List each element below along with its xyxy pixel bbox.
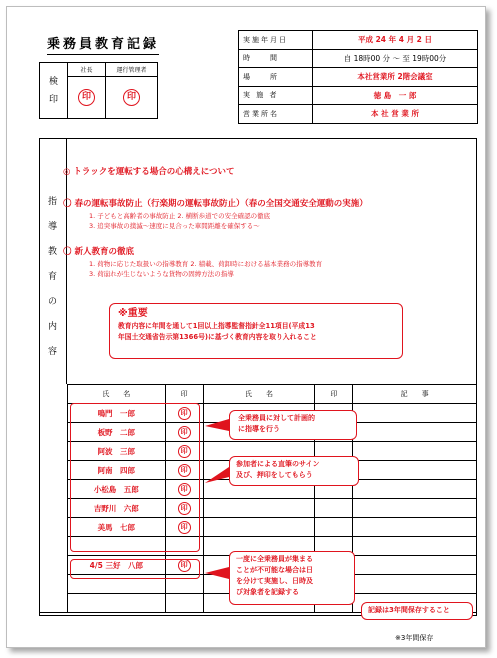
- time-label: 時 間: [239, 49, 313, 68]
- info-table: [238, 30, 478, 124]
- attendee-name: 板野 二郎: [67, 423, 165, 442]
- attendee-name: 吉野川 六郎: [67, 499, 165, 518]
- place-label: 場 所: [239, 68, 313, 87]
- office-value: 本 社 営 業 所: [313, 105, 478, 124]
- header-stamp-2: 印: [315, 385, 353, 404]
- attendee-name: 鳴門 一郎: [67, 404, 165, 423]
- callout-split-session: 一度に全乗務員が集まる ことが不可能な場合は日 を分けて実施し、日時及 び対象者を記録する: [229, 551, 355, 605]
- president-stamp-icon: 印: [78, 89, 95, 106]
- topic-3: 〇 新人教育の徹底: [63, 247, 134, 257]
- attendee-stamp-icon: 印: [178, 426, 191, 439]
- callout-retention: 記録は3年間保存すること: [361, 602, 473, 620]
- approval-col-president: 社長: [68, 63, 106, 77]
- attendee-stamp-icon: 印: [178, 483, 191, 496]
- important-title: ※重要: [118, 308, 148, 319]
- attendee-name: 阿波 三郎: [67, 442, 165, 461]
- topic-2-items: 1. 子どもと高齢者の事故防止 2. 横断歩道での安全確認の徹底 3. 追突事故の撲滅～速度に見合った車間距離を確保する～: [89, 212, 271, 230]
- attendee-stamp-icon: 印: [178, 407, 191, 420]
- instructor-value: 徳 島 一 郎: [313, 86, 478, 105]
- callout-plan: 全乗務員に対して計画的 に指導を行う: [229, 410, 357, 440]
- header-stamp-1: 印: [165, 385, 203, 404]
- important-note-box: [109, 303, 403, 359]
- attendee-stamp-icon: 印: [178, 464, 191, 477]
- approval-box: [39, 62, 158, 119]
- approval-col-manager: 運行管理者: [106, 63, 158, 77]
- topic-3-items: 1. 荷物に応じた取扱いの指導教育 2. 積載、荷卸時における基本業務の指導教育 3. 荷崩れが生じないような貨物の固縛方法の指導: [89, 260, 323, 278]
- header-name-2: 氏 名: [203, 385, 315, 404]
- manager-stamp-icon: 印: [123, 89, 140, 106]
- attendee-name: [67, 594, 165, 613]
- attendee-stamp-icon: 印: [178, 521, 191, 534]
- important-text: 教育内容に年間を通して1回以上指導監督指針全11項目(平成13 年国土交通省告示第1366号)に基づく教育内容を取り入れること: [118, 322, 317, 341]
- attendee-name: 4/5 三好 八郎: [67, 556, 165, 575]
- time-value: 自 18時00 分 ～ 至 19時00分: [313, 49, 478, 68]
- document-title: 乗務員教育記録: [47, 33, 159, 55]
- guidance-side-label: 指 導 教 育 の 内 容: [39, 138, 67, 384]
- attendee-stamp-icon: 印: [178, 445, 191, 458]
- instructor-label: 実 施 者: [239, 86, 313, 105]
- attendee-name: 阿南 四郎: [67, 461, 165, 480]
- date-value: 平成 24 年 4 月 2 日: [313, 31, 478, 50]
- place-value: 本社営業所 2階会議室: [313, 68, 478, 87]
- date-label: 実施年月日: [239, 31, 313, 50]
- attendee-name: 美馬 七郎: [67, 518, 165, 537]
- signature-group-bracket: [70, 403, 200, 552]
- office-label: 営業所名: [239, 105, 313, 124]
- attendee-stamp-icon: 印: [178, 559, 191, 572]
- topic-1: ◎ トラックを運転する場合の心構えについて: [63, 167, 235, 177]
- header-name-1: 氏 名: [67, 385, 165, 404]
- attendee-name: 小松島 五郎: [67, 480, 165, 499]
- document-sheet: [6, 6, 486, 648]
- approval-label: 検 印: [40, 63, 68, 119]
- attendee-stamp-icon: 印: [178, 502, 191, 515]
- footer-note: ※3年間保存: [395, 634, 434, 642]
- topic-2: 〇 春の運転事故防止（行楽期の運転事故防止）（春の全国交通安全運動の実施）: [63, 199, 368, 209]
- later-signature-bracket: [70, 559, 200, 579]
- header-remarks: 記 事: [353, 385, 477, 404]
- callout-signature: 参加者による直筆のサイン 及び、押印をしてもらう: [229, 456, 359, 486]
